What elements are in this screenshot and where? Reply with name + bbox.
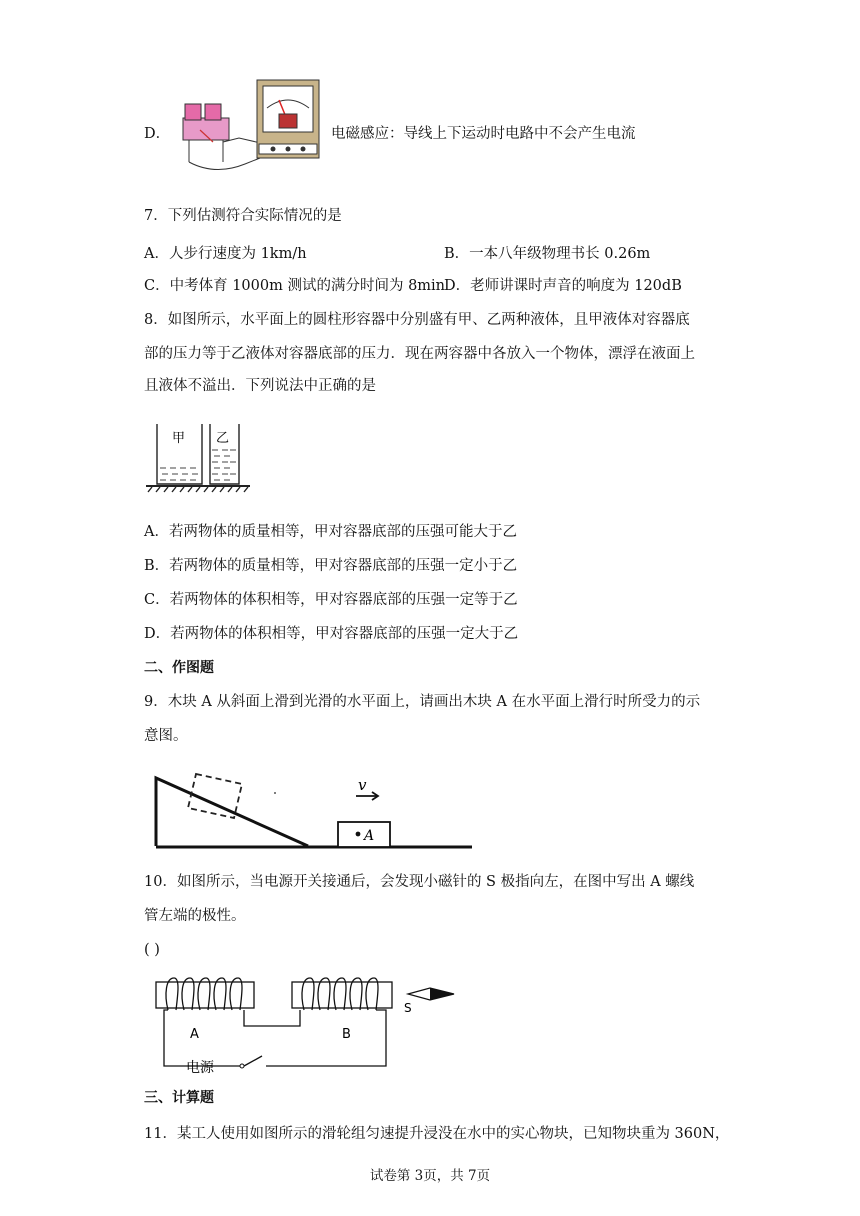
q7-option-d: D．老师讲课时声音的响度为 120dB (444, 278, 682, 294)
section-heading-calculation: 三、计算题 (144, 1090, 214, 1106)
solenoid-circuit-figure (150, 968, 470, 1078)
q8-option-c: C．若两物体的体积相等，甲对容器底部的压强一定等于乙 (144, 592, 518, 608)
q9-stem-line: 意图。 (144, 728, 188, 744)
incline-figure (150, 768, 480, 852)
q7-option-c: C．中考体育 1000m 测试的满分时间为 8min (144, 278, 446, 294)
q6-option-d-label: D． (144, 126, 171, 142)
q11-stem: 11．某工人使用如图所示的滑轮组匀速提升浸没在水中的实心物块，已知物块重为 360N， (144, 1126, 730, 1142)
q7-option-b: B．一本八年级物理书长 0.26m (444, 246, 651, 262)
velocity-label: v (358, 776, 367, 794)
q8-stem-line: 且液体不溢出．下列说法中正确的是 (144, 378, 376, 394)
page-footer: 试卷第 3页，共 7页 (369, 1168, 491, 1184)
coil-b-label: B (342, 1027, 351, 1042)
container-yi-label: 乙 (216, 431, 230, 446)
coil-a-label: A (190, 1027, 199, 1042)
q6-option-d-text: 电磁感应：导线上下运动时电路中不会产生电流 (331, 126, 636, 142)
q10-answer-blank: ( ) (144, 942, 160, 958)
containers-figure (144, 420, 254, 496)
section-heading-drawing: 二、作图题 (144, 660, 214, 676)
power-source-label: 电源 (186, 1060, 214, 1076)
q9-stem-line: 9．木块 A 从斜面上滑到光滑的水平面上，请画出木块 A 在水平面上滑行时所受力的示 (144, 694, 701, 710)
q10-stem-line: 10．如图所示，当电源开关接通后，会发现小磁针的 S 极指向左，在图中写出 A 螺线 (144, 874, 695, 890)
q8-stem-line: 部的压力等于乙液体对容器底部的压力．现在两容器中各放入一个物体，漂浮在液面上 (144, 346, 695, 362)
q8-stem-line: 8．如图所示，水平面上的圆柱形容器中分别盛有甲、乙两种液体，且甲液体对容器底 (144, 312, 690, 328)
container-jia-label: 甲 (172, 431, 186, 446)
block-a-label: A (364, 828, 375, 844)
q7-stem: 7．下列估测符合实际情况的是 (144, 208, 342, 224)
needle-s-label: S (404, 1001, 412, 1015)
q8-option-b: B．若两物体的质量相等，甲对容器底部的压强一定小于乙 (144, 558, 518, 574)
q8-option-a: A．若两物体的质量相等，甲对容器底部的压强可能大于乙 (144, 524, 517, 540)
electromagnetic-induction-figure (175, 78, 325, 178)
q7-option-a: A．人步行速度为 1km/h (144, 246, 307, 262)
q10-stem-line: 管左端的极性。 (144, 908, 246, 924)
q8-option-d: D．若两物体的体积相等，甲对容器底部的压强一定大于乙 (144, 626, 519, 642)
